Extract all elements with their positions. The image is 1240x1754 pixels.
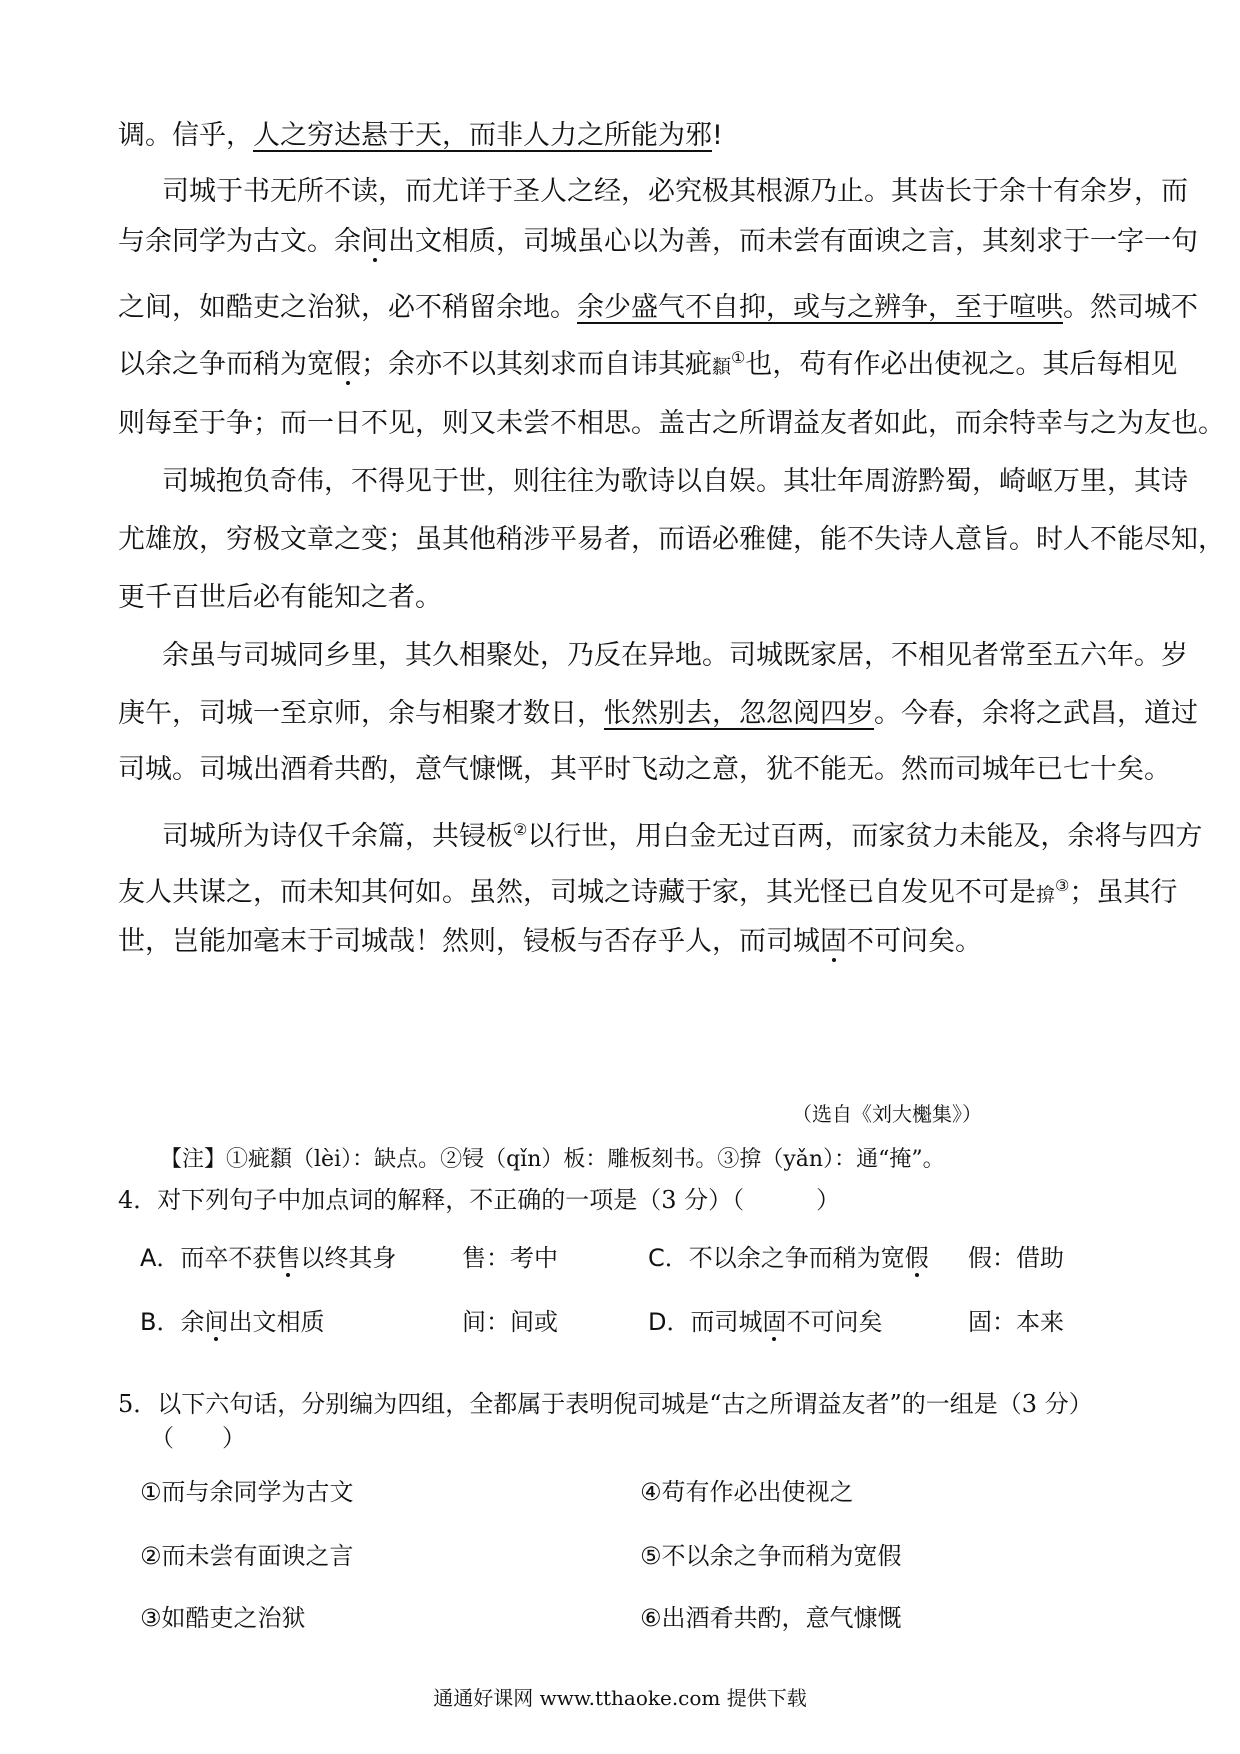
underlined-sentence: 余少盛气不自抑，或与之辨争，至于喧哄 bbox=[577, 292, 1063, 323]
passage-line: 之间，如酷吏之治狱，必不稍留余地。余少盛气不自抑，或与之辨争，至于喧哄。然司城不 bbox=[118, 292, 1198, 323]
q4-option-d[interactable]: D．而司城固不可问矣 bbox=[648, 1308, 883, 1336]
q5-item: ⑥出酒肴共酌，意气慷慨 bbox=[640, 1604, 902, 1632]
passage-line: 司城于书无所不读，而尤详于圣人之经，必究极其根源乃止。其齿长于余十有余岁，而 bbox=[162, 176, 1188, 207]
passage-line: 友人共谋之，而未知其何如。虽然，司城之诗藏于家，其光怪已自发见不可是揜③；虽其行 bbox=[118, 876, 1178, 908]
q5-item: ①而与余同学为古文 bbox=[140, 1478, 354, 1506]
passage-line: 调。信乎，人之穷达悬于天，而非人力之所能为邪! bbox=[118, 120, 723, 151]
underlined-sentence: 怅然别去，忽忽阅四岁 bbox=[604, 698, 874, 729]
passage-line: 尤雄放，穷极文章之变；虽其他稍涉平易者，而语必雅健，能不失诗人意旨。时人不能尽知， bbox=[118, 524, 1225, 555]
passage-line: 司城。司城出酒肴共酌，意气慷慨，其平时飞动之意，犹不能无。然而司城年已七十矣。 bbox=[118, 754, 1171, 785]
passage-line: 余虽与司城同乡里，其久相聚处，乃反在异地。司城既家居，不相见者常至五六年。岁 bbox=[162, 640, 1188, 671]
passage-line: 庚午，司城一至京师，余与相聚才数日，怅然别去，忽忽阅四岁。今春，余将之武昌，道过 bbox=[118, 698, 1198, 729]
dotted-word: 假 bbox=[334, 349, 361, 380]
annotation-note: 【注】①疵纇（lèi）：缺点。②锓（qǐn）板：雕板刻书。③揜（yǎn）：通“掩”。 bbox=[160, 1147, 945, 1172]
source-citation: （选自《刘大櫆集》） bbox=[792, 1102, 982, 1126]
dotted-word: 售 bbox=[276, 1244, 301, 1272]
passage-line: 更千百世后必有能知之者。 bbox=[118, 582, 442, 613]
footnote-marker: ② bbox=[513, 820, 528, 839]
question-4-stem: 4．对下列句子中加点词的解释，不正确的一项是（3 分）（ ） bbox=[118, 1186, 841, 1214]
dotted-word: 假 bbox=[904, 1244, 929, 1272]
dotted-word: 固 bbox=[820, 926, 847, 957]
q4-option-c-gloss: 假：借助 bbox=[968, 1244, 1064, 1272]
passage-line: 则每至于争；而一日不见，则又未尝不相思。盖古之所谓益友者如此，而余特幸与之为友也。 bbox=[118, 408, 1225, 439]
q4-option-d-gloss: 固：本来 bbox=[968, 1308, 1064, 1336]
question-5-stem: 5．以下六句话，分别编为四组，全都属于表明倪司城是“古之所谓益友者”的一组是（3 分） bbox=[118, 1390, 1093, 1418]
q5-item: ④苟有作必出使视之 bbox=[640, 1478, 854, 1506]
q4-option-a-gloss: 售：考中 bbox=[462, 1244, 558, 1272]
answer-blank[interactable]: （ ） bbox=[150, 1424, 246, 1452]
passage-line: 司城抱负奇伟，不得见于世，则往往为歌诗以自娱。其壮年周游黔蜀，崎岖万里，其诗 bbox=[162, 466, 1188, 497]
underlined-sentence: 人之穷达悬于天，而非人力之所能为邪 bbox=[253, 120, 712, 151]
dotted-word: 间 bbox=[204, 1308, 229, 1336]
footnote-marker: ① bbox=[731, 348, 746, 367]
q4-option-b-gloss: 间：间或 bbox=[462, 1308, 558, 1336]
q5-item: ②而未尝有面谀之言 bbox=[140, 1542, 354, 1570]
q4-option-c[interactable]: C．不以余之争而稍为宽假 bbox=[648, 1244, 929, 1272]
passage-line: 与余同学为古文。余间出文相质，司城虽心以为善，而未尝有面谀之言，其刻求于一字一句 bbox=[118, 226, 1198, 257]
q5-item: ③如酷吏之治狱 bbox=[140, 1604, 306, 1632]
passage-line: 司城所为诗仅千余篇，共锓板②以行世，用白金无过百两，而家贫力未能及，余将与四方 bbox=[162, 820, 1203, 852]
page-footer: 通通好课网 www.tthaoke.com 提供下载 bbox=[433, 1686, 807, 1710]
passage-line: 以余之争而稍为宽假；余亦不以其刻求而自讳其疵纇①也，苟有作必出使视之。其后每相见 bbox=[118, 348, 1178, 380]
q4-option-b[interactable]: B．余间出文相质 bbox=[140, 1308, 325, 1336]
passage-line: 世，岂能加毫末于司城哉！然则，锓板与否存乎人，而司城固不可问矣。 bbox=[118, 926, 982, 957]
dotted-word: 间 bbox=[361, 226, 388, 257]
q4-option-a[interactable]: A．而卒不获售以终其身 bbox=[140, 1244, 397, 1272]
footnote-marker: ③ bbox=[1055, 876, 1070, 895]
q5-item: ⑤不以余之争而稍为宽假 bbox=[640, 1542, 902, 1570]
dotted-word: 固 bbox=[762, 1308, 787, 1336]
